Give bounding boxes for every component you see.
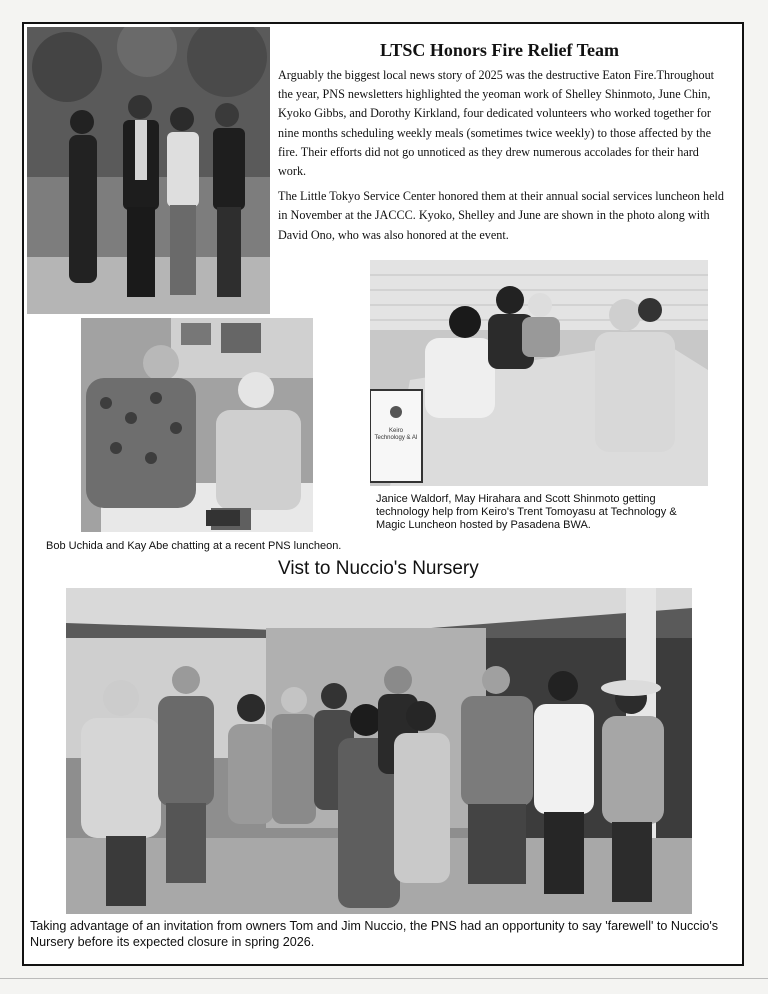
article-title: LTSC Honors Fire Relief Team [380,40,620,60]
nursery-group-photo [66,588,692,914]
page-bottom-divider [0,978,768,979]
tech-help-caption: Janice Waldorf, May Hirahara and Scott Shinmoto getting technology help from Keiro's Trent Tomoyasu at Technology & Magic Luncheon hosted by Pasadena BWA. [376,493,677,531]
luncheon-chat-photo [81,318,313,532]
article-paragraph-2: The Little Tokyo Service Center honored them at their annual social services luncheon held in November at the JACCC. Kyoko, Shelley and June are shown in the photo along with David Ono, who was also honored at the event. [278,189,724,242]
article-paragraph-1: Arguably the biggest local news story of 2025 was the destructive Eaton Fire.Throughout the year, PNS newsletters highlighted the yeoman work of Shelley Shinmoto, June Chin, Kyoko Gibbs, and Dorothy Kirkland, four dedicated volunteers who worked together for nine months scheduling weekly meals (sometimes twice weekly) to those affected by the fire. Their efforts did not go unnoticed as they drew numerous accolades for their hard work. [278,68,715,179]
nursery-caption: Taking advantage of an invitation from owners Tom and Jim Nuccio, the PNS had an opportunity to say 'farewell' to Nuccio's Nursery before its expected closure in spring 2026. [30,919,719,949]
tech-help-photo [370,260,708,486]
award-group-photo [27,27,270,314]
luncheon-chat-caption: Bob Uchida and Kay Abe chatting at a recent PNS luncheon. [46,540,342,552]
tech-sign-text: Keiro Technology & AI [374,428,418,441]
nursery-section-title: Vist to Nuccio's Nursery [278,558,479,579]
article-body [278,66,730,251]
